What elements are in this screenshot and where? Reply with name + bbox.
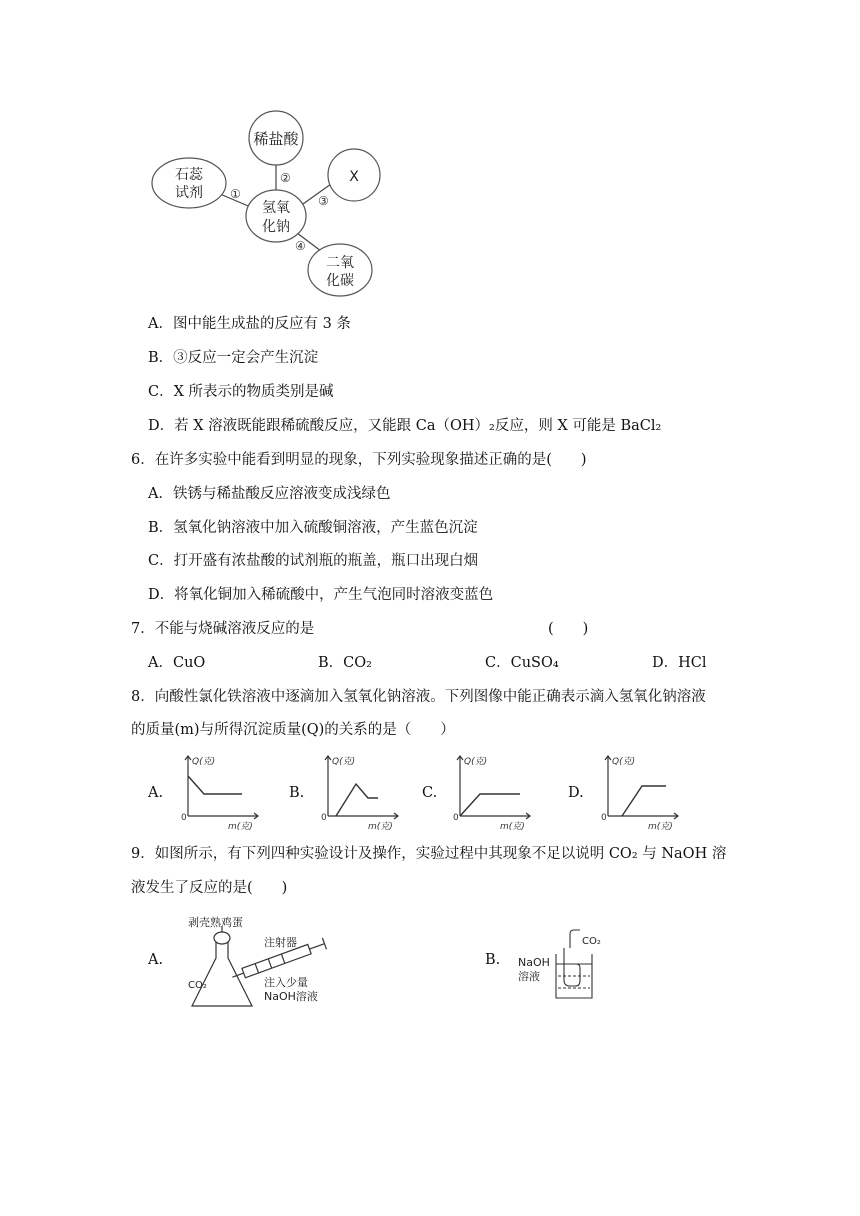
svg-text:X: X	[349, 169, 359, 185]
q8-stem-line2: 的质量(m)与所得沉淀质量(Q)的关系的是（ ）	[131, 722, 455, 738]
q8-option-b-label: B.	[289, 785, 305, 801]
q5-option-c: C．X 所表示的物质类别是碱	[148, 384, 334, 400]
q6-option-a: A．铁锈与稀盐酸反应溶液变成浅绿色	[148, 486, 391, 502]
q9-figure-a	[180, 914, 350, 1014]
q6-option-d: D．将氧化铜加入稀硫酸中，产生气泡同时溶液变蓝色	[148, 587, 494, 603]
svg-text:NaOH: NaOH	[518, 956, 550, 969]
q8-graph-d	[592, 752, 684, 832]
svg-text:剥壳熟鸡蛋: 剥壳熟鸡蛋	[188, 916, 243, 929]
q9-option-a-label: A.	[148, 952, 164, 968]
node-litmus	[152, 158, 226, 208]
q7-option-d: D．HCl	[652, 655, 707, 671]
node-center	[246, 190, 306, 242]
edge-label-1: ①	[230, 187, 241, 201]
node-co2	[308, 244, 372, 296]
q6-option-b: B．氢氧化钠溶液中加入硫酸铜溶液，产生蓝色沉淀	[148, 520, 478, 536]
q8-graph-c	[444, 752, 536, 832]
svg-text:0: 0	[321, 813, 327, 823]
q9-stem-line2: 液发生了反应的是( )	[131, 880, 288, 896]
node-acid-label: 稀盐酸	[253, 130, 299, 148]
q9-stem-line1: 9．如图所示，有下列四种实验设计及操作，实验过程中其现象不足以说明 CO₂ 与 NaOH 溶	[131, 846, 727, 862]
q8-option-a-label: A.	[148, 785, 164, 801]
svg-text:化钠: 化钠	[262, 219, 290, 235]
q9-option-b-label: B.	[485, 952, 501, 968]
q8-graph-a	[172, 752, 264, 832]
svg-text:m(克): m(克)	[228, 822, 253, 832]
svg-text:NaOH溶液: NaOH溶液	[264, 990, 318, 1003]
q6-option-c: C．打开盛有浓盐酸的试剂瓶的瓶盖，瓶口出现白烟	[148, 553, 479, 569]
edge-label-3: ③	[318, 194, 329, 208]
svg-text:氢氧: 氢氧	[262, 200, 290, 216]
q5-option-d: D．若 X 溶液既能跟稀硫酸反应，又能跟 Ca（OH）₂反应，则 X 可能是 BaCl₂	[148, 418, 662, 434]
svg-text:注射器: 注射器	[264, 936, 297, 949]
q5-option-b: B．③反应一定会产生沉淀	[148, 350, 319, 366]
node-x	[328, 149, 380, 201]
q8-option-c-label: C.	[422, 785, 438, 801]
svg-text:Q(克): Q(克)	[464, 757, 488, 767]
svg-text:0: 0	[453, 813, 459, 823]
svg-text:化碳: 化碳	[326, 273, 354, 289]
q8-stem-line1: 8．向酸性氯化铁溶液中逐滴加入氢氧化钠溶液。下列图像中能正确表示滴入氢氧化钠溶液	[131, 689, 706, 705]
svg-text:m(克): m(克)	[500, 822, 525, 832]
svg-text:CO₂: CO₂	[582, 936, 601, 947]
q8-option-d-label: D.	[568, 785, 584, 801]
svg-text:m(克): m(克)	[368, 822, 393, 832]
q7-answer-paren: ( )	[548, 621, 589, 637]
q7-option-c: C．CuSO₄	[485, 655, 559, 671]
q7-option-b: B．CO₂	[318, 655, 372, 671]
svg-text:Q(克): Q(克)	[332, 757, 356, 767]
svg-text:二氧: 二氧	[326, 255, 354, 271]
svg-text:Q(克): Q(克)	[192, 757, 216, 767]
svg-text:注入少量: 注入少量	[264, 976, 308, 989]
svg-text:试剂: 试剂	[175, 185, 203, 201]
q8-graph-b	[312, 752, 404, 832]
q5-option-a: A．图中能生成盐的反应有 3 条	[148, 316, 351, 332]
q9-figure-b	[514, 928, 634, 1008]
svg-text:溶液: 溶液	[518, 970, 540, 983]
svg-text:Q(克): Q(克)	[612, 757, 636, 767]
edge-label-4: ④	[295, 239, 306, 253]
svg-text:m(克): m(克)	[648, 822, 673, 832]
node-acid	[249, 111, 303, 165]
edge-label-2: ②	[280, 171, 291, 185]
q7-option-a: A．CuO	[148, 655, 206, 671]
svg-text:石蕊: 石蕊	[175, 167, 203, 183]
svg-text:CO₂: CO₂	[188, 980, 207, 991]
svg-text:0: 0	[601, 813, 607, 823]
q6-stem: 6．在许多实验中能看到明显的现象，下列实验现象描述正确的是( )	[131, 452, 587, 468]
svg-text:0: 0	[181, 813, 187, 823]
q7-stem: 7．不能与烧碱溶液反应的是	[131, 621, 315, 637]
reaction-diagram	[140, 108, 390, 300]
